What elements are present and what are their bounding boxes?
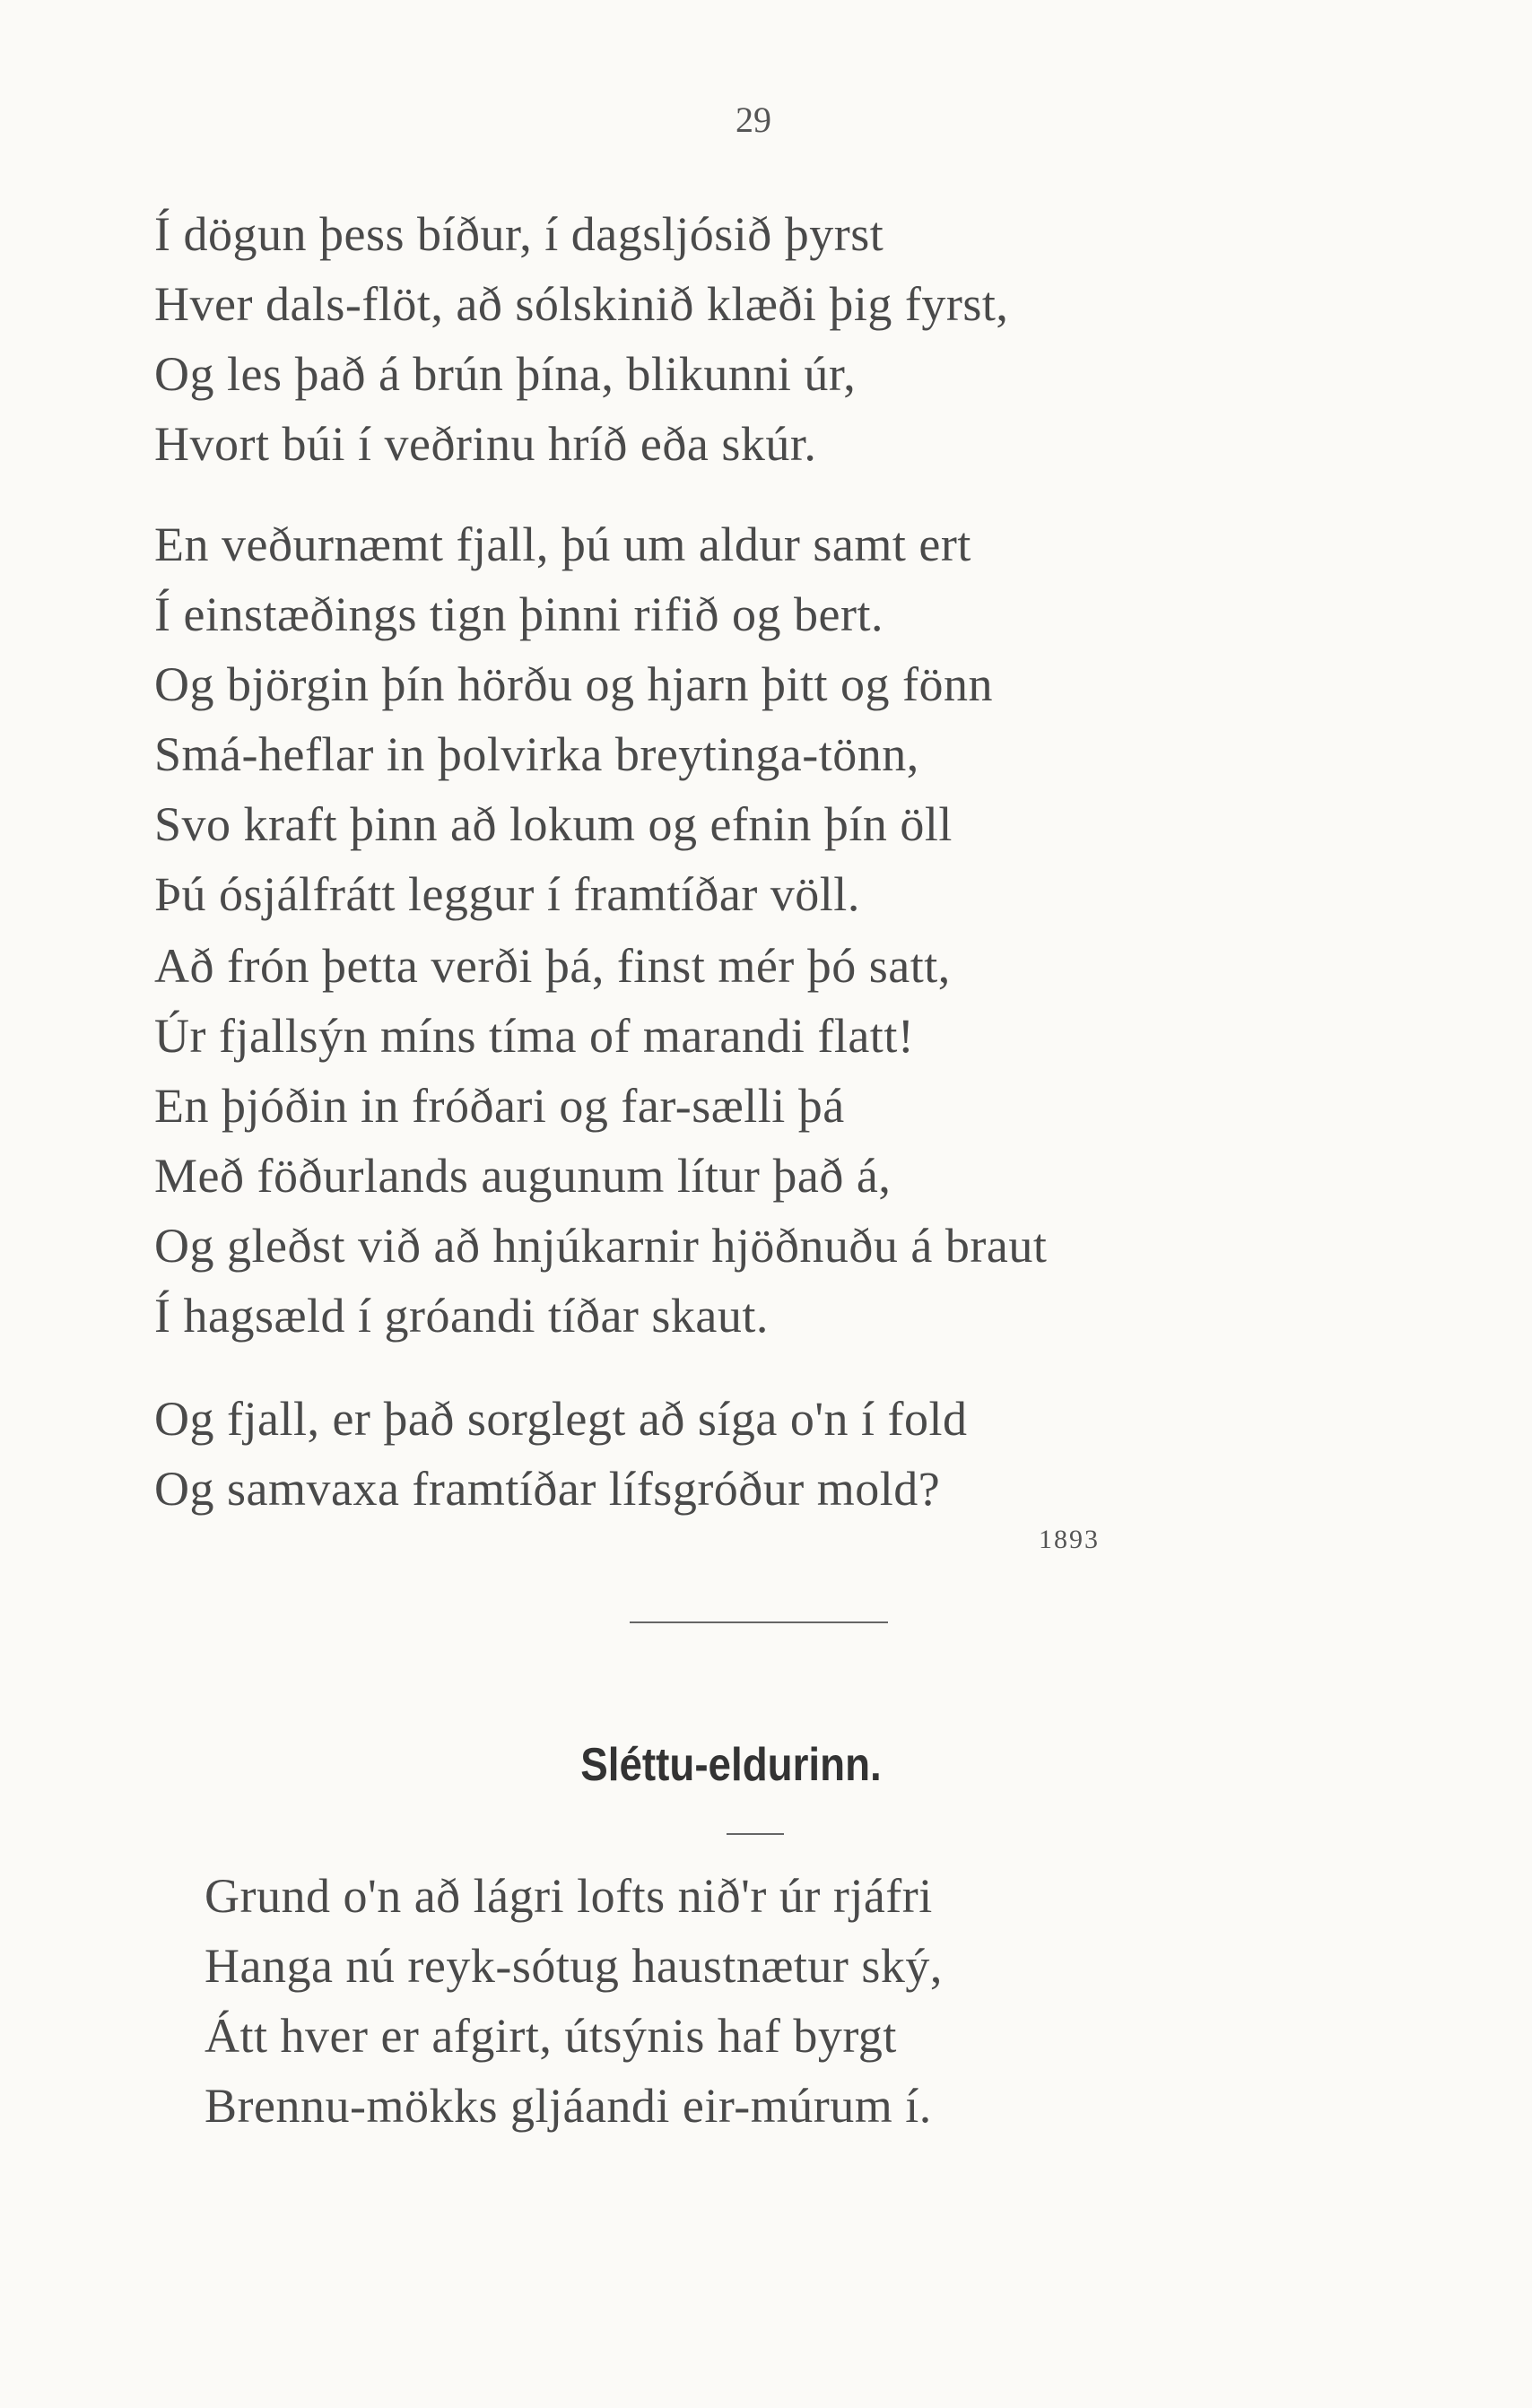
poem-title: Sléttu-eldurinn. (580, 1739, 882, 1791)
poem-line: Í dögun þess bíður, í dagsljósið þyrst (154, 207, 884, 261)
poem-line: Með föðurlands augunum lítur það á, (154, 1149, 892, 1203)
poem-line: Og fjall, er það sorglegt að síga o'n í fold (154, 1392, 968, 1446)
poem-line: Átt hver er afgirt, útsýnis haf byrgt (205, 2009, 897, 2063)
poem-line: En veðurnæmt fjall, þú um aldur samt ert (154, 517, 971, 571)
poem1-stanza-2 (154, 509, 993, 929)
title-divider (727, 1833, 784, 1835)
poem-line: Þú ósjálfrátt leggur í framtíðar völl. (154, 867, 860, 921)
poem2-stanza-1 (205, 1861, 943, 2141)
poem-line: Í hagsæld í gróandi tíðar skaut. (154, 1289, 769, 1343)
poem-line: Svo kraft þinn að lokum og efnin þín öll (154, 797, 953, 851)
poem-line: Brennu-mökks gljáandi eir-múrum í. (205, 2079, 932, 2133)
poem1-stanza-3 (154, 931, 1047, 1351)
poem-line: Í einstæðings tign þinni rifið og bert. (154, 587, 884, 641)
poem-line: Að frón þetta verði þá, finst mér þó satt, (154, 939, 951, 993)
poem-line: Grund o'n að lágri lofts nið'r úr rjáfri (205, 1869, 933, 1923)
poem-line: Hver dals-flöt, að sólskinið klæði þig fyrst, (154, 277, 1009, 331)
poem-line: En þjóðin in fróðari og far-sælli þá (154, 1079, 845, 1133)
section-divider (630, 1621, 888, 1623)
poem-date: 1893 (1039, 1525, 1100, 1554)
poem-line: Smá-heflar in þolvirka breytinga-tönn, (154, 727, 919, 781)
poem-line: Og les það á brún þína, blikunni úr, (154, 347, 857, 401)
poem-line: Hanga nú reyk-sótug haustnætur ský, (205, 1939, 943, 1993)
poem1-stanza-1 (154, 199, 1008, 479)
poem-line: Úr fjallsýn míns tíma of marandi flatt! (154, 1009, 915, 1063)
poem-line: Hvort búi í veðrinu hríð eða skúr. (154, 417, 817, 471)
poem-line: Og björgin þín hörðu og hjarn þitt og fönn (154, 657, 993, 711)
poem-line: Og gleðst við að hnjúkarnir hjöðnuðu á braut (154, 1219, 1048, 1273)
poem-line: Og samvaxa framtíðar lífsgróður mold? (154, 1462, 941, 1516)
poem1-stanza-4 (154, 1384, 968, 1524)
page-number: 29 (736, 100, 771, 140)
